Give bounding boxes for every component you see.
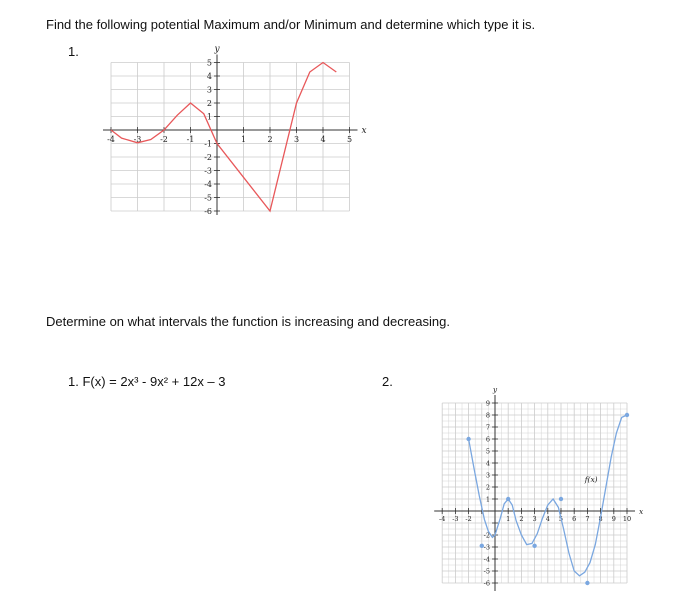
x-tick-label: 10 <box>622 515 632 523</box>
y-tick-label: 7 <box>485 423 490 432</box>
x-tick-label: 3 <box>293 135 300 144</box>
question-2-second-number: 2. <box>382 374 393 389</box>
y-tick-label: 2 <box>206 98 212 108</box>
x-tick-label: 5 <box>346 135 353 144</box>
data-point <box>466 437 470 441</box>
x-tick-label: 8 <box>598 515 603 523</box>
y-axis-label: y <box>214 44 220 55</box>
x-tick-label: -2 <box>160 135 168 144</box>
y-tick-label: -3 <box>483 543 490 552</box>
x-axis-label: x <box>361 126 367 136</box>
y-tick-label: -4 <box>204 179 212 189</box>
y-tick-label: -2 <box>204 152 212 162</box>
legend-label: f(x) <box>584 475 598 485</box>
x-tick-label: 1 <box>506 515 511 523</box>
x-tick-label: 9 <box>611 515 616 523</box>
x-tick-label: 4 <box>545 515 550 523</box>
y-tick-label: 3 <box>206 85 212 95</box>
data-point <box>625 413 629 417</box>
y-tick-label: 5 <box>206 58 212 68</box>
x-tick-label: -4 <box>439 515 446 523</box>
section-heading: Determine on what intervals the function is increasing and decreasing. <box>46 314 450 329</box>
x-tick-label: 7 <box>585 515 590 523</box>
series-line <box>111 63 336 212</box>
x-tick-label: -3 <box>452 515 459 523</box>
y-tick-label: 2 <box>485 483 490 492</box>
x-tick-label: 2 <box>267 135 273 144</box>
y-tick-label: -6 <box>483 579 490 588</box>
x-tick-label: 6 <box>572 515 577 523</box>
x-tick-label: -4 <box>107 135 115 144</box>
y-tick-label: -4 <box>483 555 490 564</box>
y-tick-label: 8 <box>485 411 490 420</box>
y-tick-label: -6 <box>204 206 212 215</box>
x-tick-label: -1 <box>186 135 195 144</box>
x-tick-label: 1 <box>240 135 247 144</box>
question-1-number: 1. <box>68 44 79 59</box>
x-tick-label: 5 <box>558 515 564 523</box>
x-tick-label: 3 <box>532 515 537 523</box>
x-tick-label: 2 <box>519 515 524 523</box>
y-axis-label: y <box>492 385 498 394</box>
y-tick-label: 4 <box>485 459 490 468</box>
data-point <box>559 497 563 501</box>
y-tick-label: 1 <box>206 112 212 122</box>
data-point <box>480 544 484 548</box>
graph-1 <box>100 40 375 215</box>
data-point <box>585 581 589 585</box>
data-point <box>532 544 536 548</box>
y-tick-label: 4 <box>206 71 212 81</box>
question-2-function: 1. F(x) = 2x³ - 9x² + 12x – 3 <box>68 374 226 389</box>
x-tick-label: 4 <box>320 135 326 144</box>
y-tick-label: 9 <box>485 399 490 408</box>
y-tick-label: 5 <box>485 447 490 456</box>
x-tick-label: -2 <box>465 515 472 523</box>
y-tick-label: -5 <box>483 567 490 576</box>
x-tick-label: -3 <box>133 135 142 144</box>
y-tick-label: 1 <box>485 495 490 504</box>
y-tick-label: 6 <box>485 435 490 444</box>
y-tick-label: -2 <box>483 531 490 540</box>
y-tick-label: -1 <box>204 139 212 149</box>
y-tick-label: -3 <box>204 166 212 176</box>
data-point <box>506 497 510 501</box>
page-heading: Find the following potential Maximum and/or Minimum and determine which type it is. <box>46 17 536 32</box>
graph-2 <box>420 368 652 604</box>
x-axis-label: x <box>639 507 644 516</box>
y-tick-label: -5 <box>204 193 212 203</box>
y-tick-label: 3 <box>485 471 490 480</box>
